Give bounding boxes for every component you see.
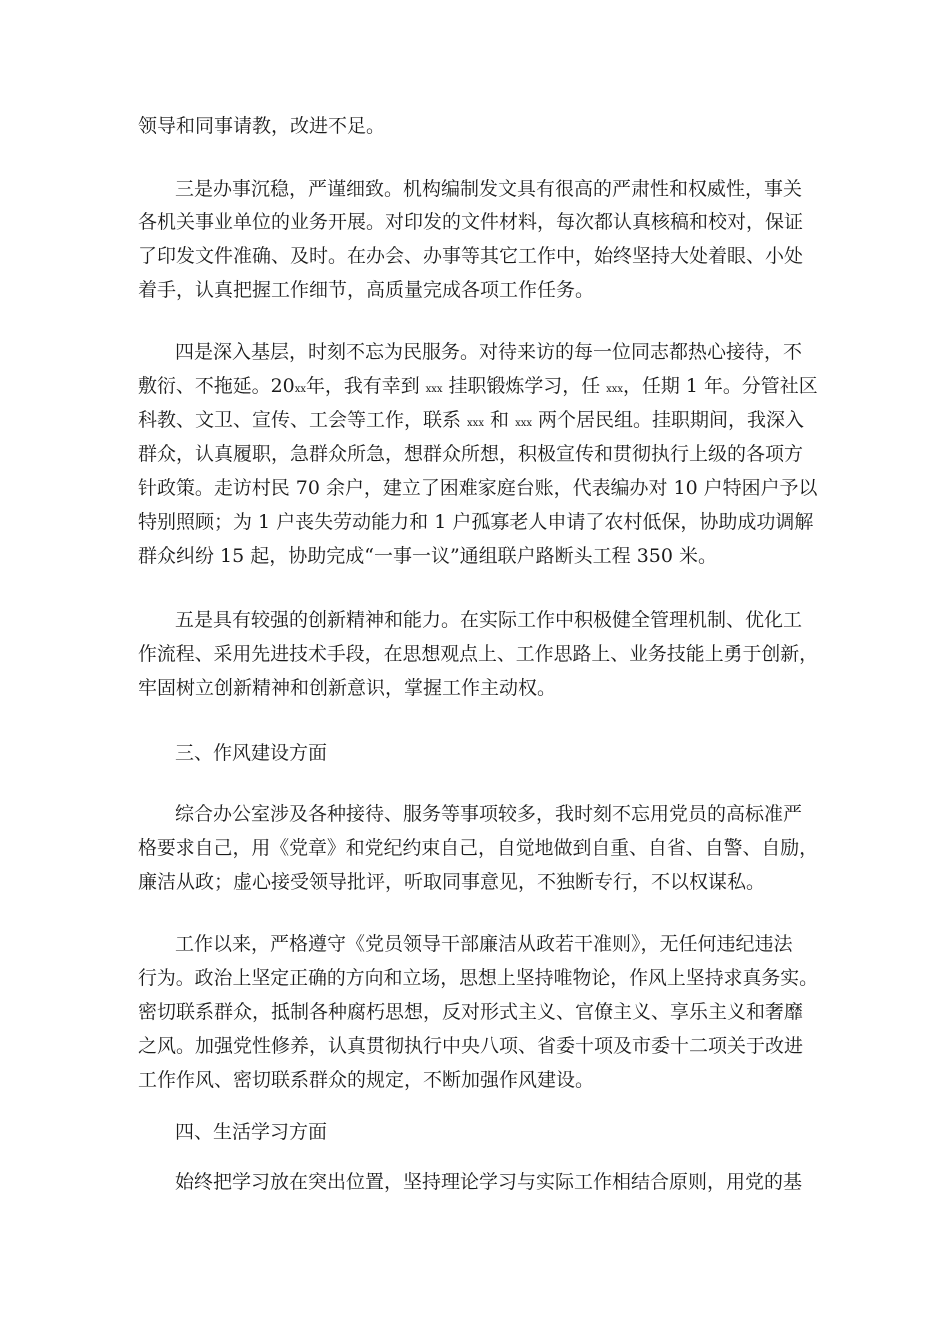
text-line: 始终把学习放在突出位置，坚持理论学习与实际工作相结合原则，用党的基 <box>175 1171 803 1193</box>
text-line: 牢固树立创新精神和创新意识，掌握工作主动权。 <box>138 677 557 699</box>
placeholder-text: xxx <box>515 418 532 429</box>
text-line: 之风。加强党性修养，认真贯彻执行中央八项、省委十项及市委十二项关于改进 <box>138 1035 804 1057</box>
text-line: 作流程、采用先进技术手段，在思想观点上、工作思路上、业务技能上勇于创新， <box>138 643 819 665</box>
text-segment: 敷衍、不拖延。20 <box>138 375 295 397</box>
text-line: 密切联系群众，抵制各种腐朽思想，反对形式主义、官僚主义、享乐主义和奢靡 <box>138 1001 804 1023</box>
text-line <box>138 374 818 398</box>
text-line: 群众纠纷 15 起，协助完成“一事一议”通组联户路断头工程 350 米。 <box>138 545 718 567</box>
text-line: 三、作风建设方面 <box>175 742 328 764</box>
text-segment: 挂职锻炼学习，任 <box>442 375 607 397</box>
text-line: 四是深入基层，时刻不忘为民服务。对待来访的每一位同志都热心接待，不 <box>175 341 803 363</box>
text-line: 五是具有较强的创新精神和能力。在实际工作中积极健全管理机制、优化工 <box>175 609 803 631</box>
text-line: 特别照顾；为 1 户丧失劳动能力和 1 户孤寡老人申请了农村低保，协助成功调解 <box>138 511 814 533</box>
text-line: 群众，认真履职，急群众所急，想群众所想，积极宣传和贯彻执行上级的各项方 <box>138 443 804 465</box>
text-line: 各机关事业单位的业务开展。对印发的文件材料，每次都认真核稿和校对，保证 <box>138 211 804 233</box>
text-segment: 科教、文卫、宣传、工会等工作，联系 <box>138 409 468 431</box>
text-segment: ，任期 1 年。分管社区 <box>623 375 818 397</box>
text-line: 着手，认真把握工作细节，高质量完成各项工作任务。 <box>138 279 595 301</box>
text-line: 领导和同事请教，改进不足。 <box>138 115 386 137</box>
placeholder-text: xxx <box>425 384 443 395</box>
text-line: 格要求自己，用《党章》和党纪约束自己，自觉地做到自重、自省、自警、自励， <box>138 837 819 859</box>
placeholder-text: xx <box>294 384 306 395</box>
text-line: 四、生活学习方面 <box>175 1121 328 1143</box>
text-line: 廉洁从政；虚心接受领导批评，听取同事意见，不独断专行，不以权谋私。 <box>138 871 766 893</box>
text-line <box>138 408 804 432</box>
text-line: 了印发文件准确、及时。在办会、办事等其它工作中，始终坚持大处着眼、小处 <box>138 245 804 267</box>
text-line: 针政策。走访村民 70 余户，建立了困难家庭台账，代表编办对 10 户特困户予以 <box>138 477 818 499</box>
text-line: 工作作风、密切联系群众的规定，不断加强作风建设。 <box>138 1069 595 1091</box>
text-segment: 年，我有幸到 <box>305 375 426 397</box>
text-segment: 和 <box>483 409 516 431</box>
text-line: 三是办事沉稳，严谨细致。机构编制发文具有很高的严肃性和权威性，事关 <box>175 178 803 200</box>
text-line: 行为。政治上坚定正确的方向和立场，思想上坚持唯物论，作风上坚持求真务实。 <box>138 967 819 989</box>
text-line: 工作以来，严格遵守《党员领导干部廉洁从政若干准则》，无任何违纪违法 <box>175 933 793 955</box>
text-segment: 两个居民组。挂职期间，我深入 <box>531 409 805 431</box>
text-line: 综合办公室涉及各种接待、服务等事项较多，我时刻不忘用党员的高标准严 <box>175 803 803 825</box>
placeholder-text: xxx <box>467 418 484 429</box>
placeholder-text: xxx <box>606 384 624 395</box>
